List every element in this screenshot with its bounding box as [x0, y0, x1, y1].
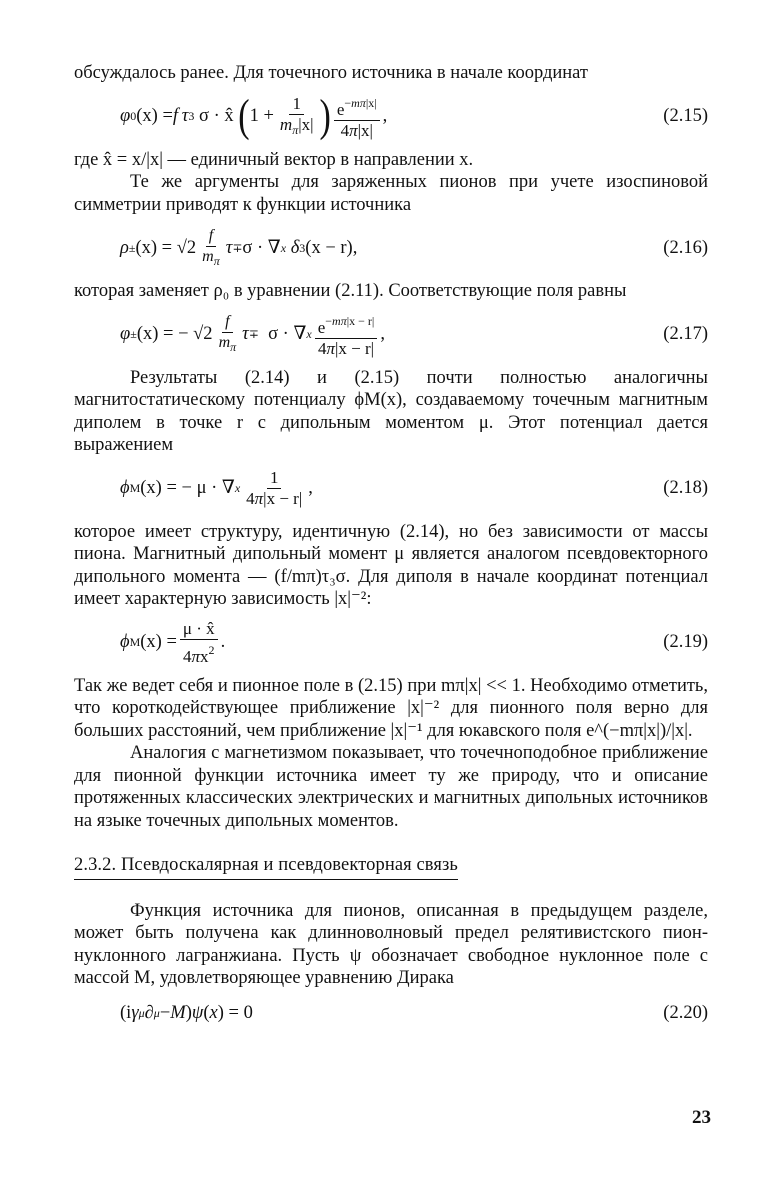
paragraph-7 — [74, 742, 708, 832]
paragraph-3-text: которая заменяет ρ₀ в уравнении (2.11). Соответствующие поля равны — [74, 281, 627, 301]
equation-2-15-body: φ 0 (x) = f τ 3 σ · x̂ ( 1 + $\frac{1}{m_\pi|x|}$ ) $\frac{e^{-m\pi|x|}}{4\pi|x|}$ , — [120, 90, 388, 141]
paragraph-2 — [74, 171, 708, 216]
equation-number: (2.16) — [663, 237, 708, 258]
paragraph-3 — [74, 280, 708, 303]
equation-2-18-body: ϕ M (x) = − μ · ∇ x $\frac{1}{4\pi|x - r|}$ , — [120, 468, 313, 508]
paragraph-1-text: где x̂ = x/|x| — единичный вектор в направлении x. — [74, 149, 474, 170]
paragraph-4-text: Результаты (2.14) и (2.15) почти полностью аналогичны магнитостатическому потенциалу ϕM(x), создаваемому точечным магнитным диполем в точке r с дипольным моментом μ. Этот потенциал дается выражением — [74, 367, 708, 455]
paragraph-6 — [74, 675, 708, 743]
section-heading: 2.3.2. Псевдоскалярная и псевдовекторная связь — [74, 854, 458, 880]
paragraph-6-text: Так же ведет себя и пионное поле в (2.15) при mπ|x| << 1. Необходимо отметить, что короткодействующее приближение |x|⁻² для пионного поля верно для больших расстояний, чем приближение |x|⁻¹ для юкавского поля e^(−mπ|x|)/|x|. — [74, 675, 708, 741]
equation-number: (2.20) — [663, 1003, 708, 1024]
paragraph-8 — [74, 900, 708, 990]
paragraph-0-text: обсуждалось ранее. Для точечного источника в начале координат — [74, 63, 588, 83]
paragraph-2-text: Те же аргументы для заряженных пионов при учете изоспиновой симметрии приводят к функции источника — [74, 172, 708, 215]
equation-2-16 — [74, 220, 708, 276]
paragraph-4 — [74, 367, 708, 457]
equation-number: (2.15) — [663, 106, 708, 127]
equation-2-16-body: ρ ± (x) = √2 $\frac{f}{m_\pi}$ τ ∓ σ · ∇ x δ 3 (x − r), — [120, 226, 358, 268]
equation-2-20-body: (i γ μ ∂ μ − M ) ψ ( x ) = 0 — [120, 1003, 253, 1024]
equation-number: (2.19) — [663, 632, 708, 653]
equation-2-17-body: φ ± (x) = − √2 $\frac{f}{m_\pi}$ τ ∓ σ · ∇ x $\frac{e^{-m\pi|x - r|}}{4\pi|x - r|}$ , — [120, 311, 385, 359]
page-number: 23 — [692, 1107, 711, 1128]
paragraph-8-text: Функция источника для пионов, описанная в предыдущем разделе, может быть получена как длинноволновый предел релятивистского пион-нуклонного лагранжиана. Пусть ψ обозначает свободное нуклонное поле с массой M, удовлетворяющее уравнению Дирака — [74, 900, 708, 988]
paragraph-7-text: Аналогия с магнетизмом показывает, что точечноподобное приближение для пионной функции источника имеет ту же природу, что и описание протяженных классических электрических и магнитных дипольных источников на языке точечных дипольных моментов. — [74, 743, 708, 831]
paragraph-5 — [74, 521, 708, 611]
equation-2-19-body: ϕ M (x) = $\frac{\mu \cdot x̂}{4\pi x^2}$ . — [120, 618, 226, 666]
equation-2-20 — [74, 994, 708, 1034]
equation-2-19 — [74, 615, 708, 671]
equation-2-18 — [74, 461, 708, 517]
paragraph-5-text: которое имеет структуру, идентичную (2.14), но без зависимости от массы пиона. Магнитный дипольный момент μ является аналогом псевдовекторного дипольного момента — (f/mπ)τ₃σ. Для диполя в начале координат потенциал имеет характерную зависимость |x|⁻²: — [74, 521, 708, 609]
paragraph-0 — [74, 62, 708, 85]
equation-2-17 — [74, 307, 708, 363]
equation-number: (2.17) — [663, 324, 708, 345]
paragraph-1 — [74, 149, 708, 172]
page-content — [74, 62, 708, 1038]
equation-number: (2.18) — [663, 478, 708, 499]
equation-2-15 — [74, 89, 708, 145]
